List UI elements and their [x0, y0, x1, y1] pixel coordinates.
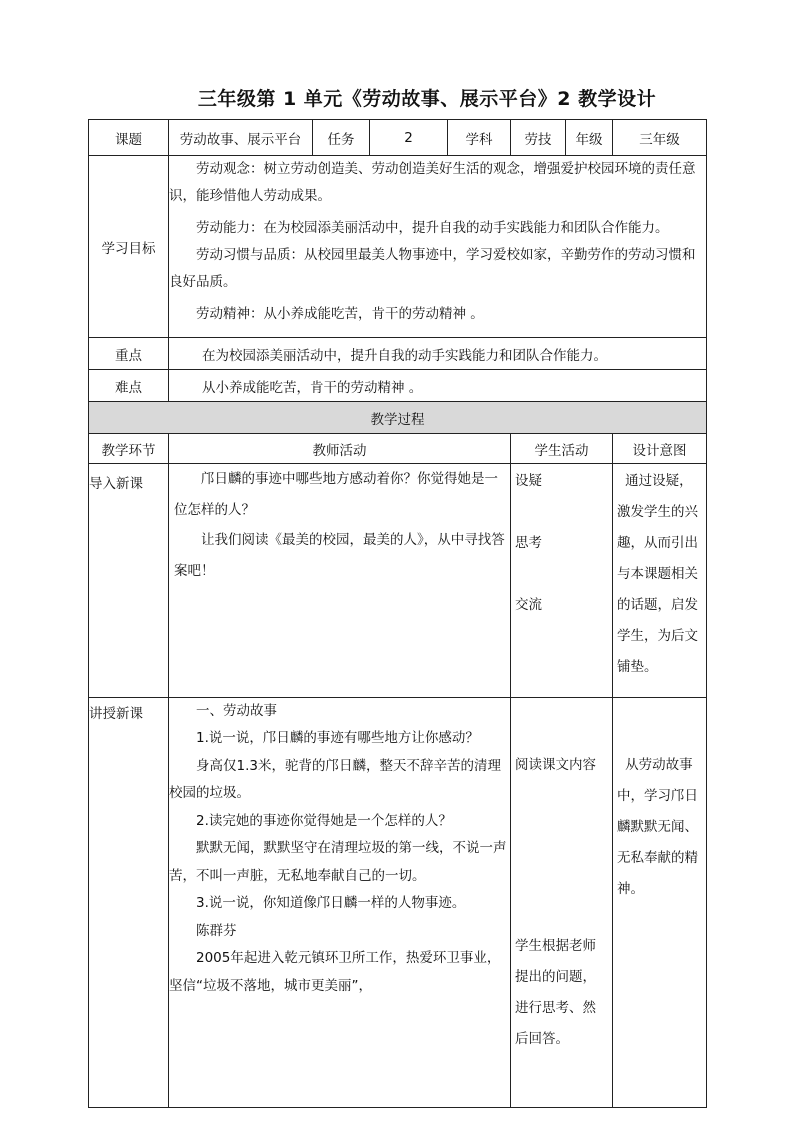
lecture-teacher-text: 陈群芬: [196, 922, 237, 939]
lecture-teacher-text: 身高仅1.3米，驼背的邝日麟，整天不辞辛苦的清理校园的垃圾。: [169, 757, 501, 801]
lecture-row: [89, 697, 707, 1107]
key-point-text: 在为校园添美丽活动中，提升自我的动手实践能力和团队合作能力。: [169, 338, 707, 370]
header-stage: 教学环节: [89, 434, 169, 464]
subject-value: 劳技: [511, 120, 566, 156]
process-header-row: [89, 434, 707, 464]
student-activity: 设疑: [515, 473, 542, 489]
grade-label: 年级: [566, 120, 613, 156]
difficulty-text: 从小养成能吃苦，肯干的劳动精神 。: [169, 370, 707, 402]
student-activity: 阅读课文内容: [515, 756, 596, 773]
objective-item: 劳动能力：在为校园添美丽活动中，提升自我的动手实践能力和团队合作能力。: [196, 220, 669, 236]
lecture-teacher-text: 2.读完她的事迹你觉得她是一个怎样的人？: [196, 812, 452, 829]
objective-item: 劳动精神：从小养成能吃苦，肯干的劳动精神 。: [196, 306, 484, 322]
objectives-label: 学习目标: [89, 156, 169, 338]
objectives-content: [169, 156, 707, 338]
objective-item: 劳动习惯与品质：从校园里最美人物事迹中，学习爱校如家，辛勤劳作的劳动习惯和良好品质。: [169, 247, 696, 290]
lecture-stage: 讲授新课: [89, 697, 169, 1107]
lecture-teacher-text: 1.说一说，邝日麟的事迹有哪些地方让你感动？: [196, 730, 479, 746]
lecture-teacher-text: 2005年起进入乾元镇环卫所工作，热爱环卫事业，坚信“垃圾不落地，城市更美丽”，: [169, 950, 501, 994]
intro-teacher: [169, 464, 511, 698]
objective-item: 劳动观念：树立劳动创造美、劳动创造美好生活的观念，增强爱护校园环境的责任意识，能珍惜他人劳动成果。: [169, 161, 696, 204]
lecture-teacher-text: 默默无闻，默默坚守在清理垃圾的第一线，不说一声苦，不叫一声脏，无私地奉献自己的一切。: [169, 840, 507, 884]
lecture-student: [511, 697, 613, 1107]
difficulty-label: 难点: [89, 370, 169, 402]
lecture-teacher: [169, 697, 511, 1107]
task-label: 任务: [313, 120, 370, 156]
page-title: 三年级第 1 单元《劳动故事、展示平台》2 教学设计: [197, 88, 657, 110]
difficulty-row: [89, 370, 707, 402]
subject-label: 学科: [448, 120, 511, 156]
intro-stage: 导入新课: [89, 464, 169, 698]
design-intent: 从劳动故事中，学习邝日麟默默无闻、无私奉献的精神。: [617, 756, 698, 897]
intro-teacher-text: 邝日麟的事迹中哪些地方感动着你？你觉得她是一位怎样的人？: [174, 471, 498, 518]
topic-value: 劳动故事、展示平台: [169, 120, 313, 156]
process-title-row: [89, 402, 707, 434]
design-intent: 通过设疑，激发学生的兴趣，从而引出与本课题相关的话题，启发学生，为后文铺垫。: [617, 473, 698, 675]
process-title: 教学过程: [89, 402, 707, 434]
key-point-label: 重点: [89, 338, 169, 370]
intro-design: [613, 464, 707, 698]
grade-value: 三年级: [613, 120, 707, 156]
lecture-design: [613, 697, 707, 1107]
lesson-plan-table: [88, 119, 707, 1108]
intro-student: [511, 464, 613, 698]
header-design: 设计意图: [613, 434, 707, 464]
student-activity: 交流: [515, 597, 542, 613]
lecture-teacher-text: 一、劳动故事: [196, 702, 277, 719]
student-activity: 学生根据老师提出的问题，进行思考、然后回答。: [515, 937, 596, 1047]
key-point-row: [89, 338, 707, 370]
topic-label: 课题: [89, 120, 169, 156]
objectives-row: [89, 156, 707, 338]
info-row: [89, 120, 707, 156]
header-teacher: 教师活动: [169, 434, 511, 464]
intro-row: [89, 464, 707, 698]
lecture-teacher-text: 3.说一说，你知道像邝日麟一样的人物事迹。: [196, 895, 466, 911]
intro-teacher-text: 让我们阅读《最美的校园，最美的人》，从中寻找答案吧！: [174, 532, 505, 579]
task-value: 2: [370, 120, 448, 156]
student-activity: 思考: [515, 535, 542, 551]
header-student: 学生活动: [511, 434, 613, 464]
